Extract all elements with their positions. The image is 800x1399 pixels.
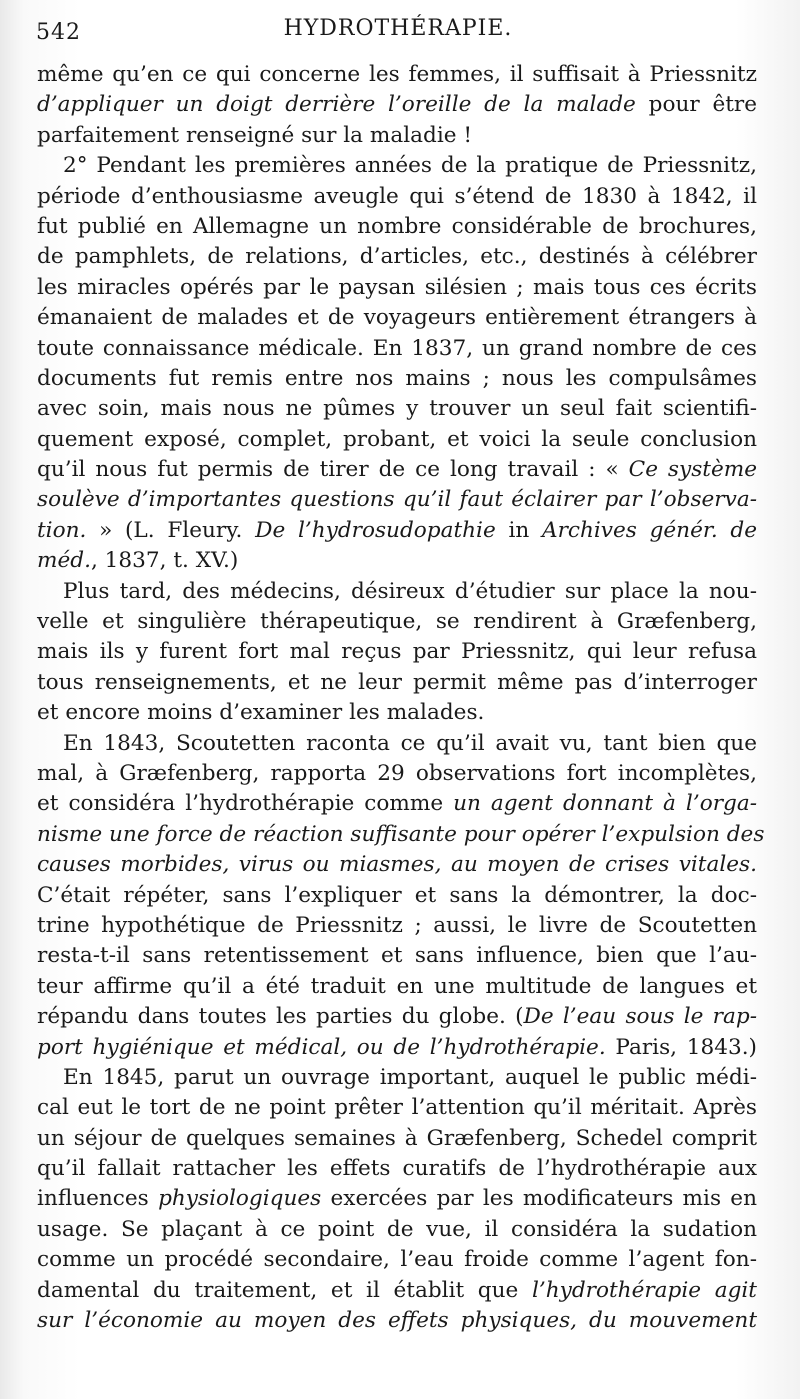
text-line: même qu’en ce qui concerne les femmes, il suffisait à Priessnitz xyxy=(37,62,757,87)
text-line: fut publié en Allemagne un nombre considérable de brochures, xyxy=(37,213,757,239)
text-line: influences physiologiques exercées par les modificateurs mis en xyxy=(37,1186,757,1212)
text-line: mal, à Græfenberg, rapporta 29 observations fort incomplètes, xyxy=(37,760,757,786)
text-line: velle et singulière thérapeutique, se rendirent à Græfenberg, xyxy=(37,609,757,635)
text-line: resta-t-il sans retentissement et sans influence, bien que l’au- xyxy=(37,943,757,969)
body-text xyxy=(37,60,765,1336)
text-line: port hygiénique et médical, ou de l’hydrothérapie. Paris, 1843.) xyxy=(37,1034,757,1060)
text-line: qu’il fallait rattacher les effets curatifs de l’hydrothérapie aux xyxy=(37,1156,757,1182)
text-line: période d’enthousiasme aveugle qui s’étend de 1830 à 1842, il xyxy=(37,183,757,209)
text-line: qu’il nous fut permis de tirer de ce long travail : « Ce système xyxy=(37,457,757,483)
text-line: C’était répéter, sans l’expliquer et sans la démontrer, la doc- xyxy=(37,882,757,908)
text-line: et encore moins d’examiner les malades. xyxy=(37,700,485,726)
text-line: méd., 1837, t. XV.) xyxy=(37,548,239,574)
text-line: teur affirme qu’il a été traduit en une multitude de langues et xyxy=(37,973,757,999)
text-line: cal eut le tort de ne point prêter l’attention qu’il méritait. Après xyxy=(37,1095,757,1121)
text-line: de pamphlets, de relations, d’articles, etc., destinés à célébrer xyxy=(37,244,757,270)
text-line: mais ils y furent fort mal reçus par Priessnitz, qui leur refusa xyxy=(37,639,757,665)
text-line: et considéra l’hydrothérapie comme un agent donnant à l’orga- xyxy=(37,791,758,817)
text-line: nisme une force de réaction suffisante pour opérer l’expulsion des xyxy=(37,821,765,847)
text-line: damental du traitement, et il établit que l’hydrothérapie agit xyxy=(37,1277,757,1303)
text-line: usage. Se plaçant à ce point de vue, il considéra la sudation xyxy=(37,1216,757,1242)
text-line: d’appliquer un doigt derrière l’oreille de la malade pour être xyxy=(37,92,758,118)
page-number: 542 xyxy=(36,20,81,45)
text-line: parfaitement renseigné sur la maladie ! xyxy=(37,122,473,148)
text-line: tous renseignements, et ne leur permit même pas d’interroger xyxy=(37,669,757,695)
text-line: quement exposé, complet, probant, et voici la seule conclusion xyxy=(37,426,757,452)
text-line: 2° Pendant les premières années de la pratique de Priessnitz, xyxy=(63,153,757,179)
text-line: Plus tard, des médecins, désireux d’étudier sur place la nou- xyxy=(63,578,757,604)
page-header xyxy=(36,8,760,56)
text-line: émanaient de malades et de voyageurs entièrement étrangers à xyxy=(37,305,757,331)
text-line: les miracles opérés par le paysan silésien ; mais tous ces écrits xyxy=(37,274,757,300)
running-head: HYDROTHÉRAPIE. xyxy=(283,16,513,41)
text-line: toute connaissance médicale. En 1837, un grand nombre de ces xyxy=(37,335,757,361)
text-line: En 1843, Scoutetten raconta ce qu’il avait vu, tant bien que xyxy=(63,730,757,756)
text-line: tion. » (L. Fleury. De l’hydrosudopathie in Archives génér. de xyxy=(37,517,757,543)
text-line: documents fut remis entre nos mains ; nous les compulsâmes xyxy=(37,365,757,391)
text-line: sur l’économie au moyen des effets physiques, du mouvement xyxy=(37,1308,757,1334)
text-line: répandu dans toutes les parties du globe. (De l’eau sous le rap- xyxy=(37,1004,757,1030)
text-line: avec soin, mais nous ne pûmes y trouver un seul fait scientifi- xyxy=(37,396,757,422)
text-line: comme un procédé secondaire, l’eau froide comme l’agent fon- xyxy=(37,1247,757,1273)
text-line: soulève d’importantes questions qu’il faut éclairer par l’observa- xyxy=(37,487,757,513)
text-line: En 1845, parut un ouvrage important, auquel le public médi- xyxy=(63,1064,757,1090)
text-line: trine hypothétique de Priessnitz ; aussi, le livre de Scoutetten xyxy=(37,912,757,938)
text-line: causes morbides, virus ou miasmes, au moyen de crises vitales. xyxy=(37,852,757,878)
text-line: un séjour de quelques semaines à Græfenberg, Schedel comprit xyxy=(37,1125,757,1151)
